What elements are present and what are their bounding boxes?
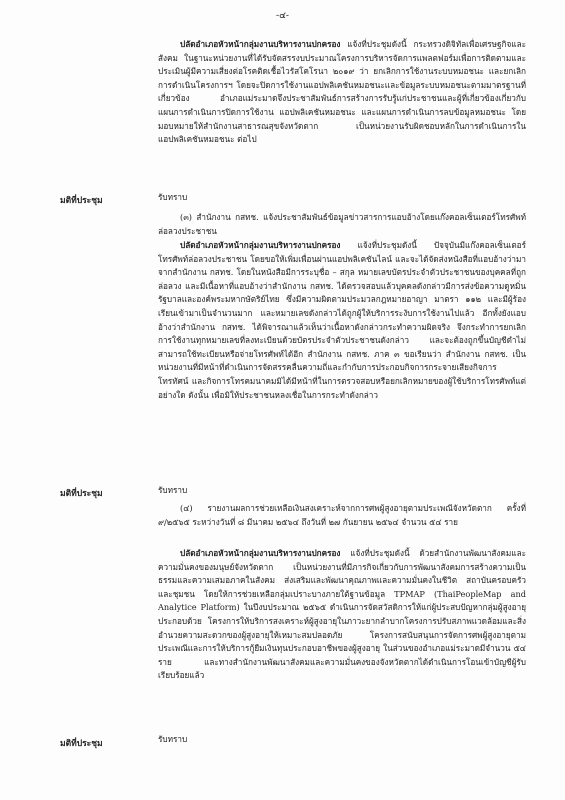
resolution-text-2: รับทราบ — [158, 485, 188, 495]
paragraph-elderly-funeral — [158, 547, 526, 683]
paragraph-hmorchana — [158, 38, 526, 147]
paragraph-text: แจ้งที่ประชุมดังนี้ ปัจจุบันมีแก๊งคอลเซ็นเตอร์โทรศัพท์ล่อลวงประชาชน โดยขอให้เพิ่มเพื่อนผ่านแอปพลิเคชันไลน์ และจะได้จัดส่งหนังสือที่แอบอ้างว่ามาจากสำนักงาน กสทช. โดยในหนังสือมีการระบุชื่อ – สกุล หมายเลขบัตรประจำตัวประชาชนของบุคคลที่ถูกล่อลวง และมีเนื้อหาที่แอบอ้างว่าสำนักงาน กสทช. ได้ตรวจสอบแล้วบุคคลดังกล่าวมีการส่งข้อความดูหมิ่นรัฐบาลและองค์พระมหากษัตริย์ไทย ซึ่งมีความผิดตามประมวลกฎหมายอาญา มาตรา ๑๑๒ และมีผู้ร้องเรียนเข้ามาเป็นจำนวนมาก และหมายเลขดังกล่าวได้ถูกผู้ให้บริการระงับการใช้งานไปแล้ว อีกทั้งยังแอบอ้างว่าสำนักงาน กสทช. ได้พิจารณาแล้วเห็นว่าเนื้อหาดังกล่าวกระทำความผิดจริง จึงกระทำการยกเลิกการใช้งานทุกหมายเลขที่ลงทะเบียนด้วยบัตรประจำตัวประชาชนดังกล่าว และจะต้องถูกขึ้นบัญชีดำไม่สามารถใช้ทะเบียนหรือจ่ายโทรศัพท์ได้อีก สำนักงาน กสทช. ภาค ๓ ขอเรียนว่า สำนักงาน กสทช. เป็นหน่วยงานที่มีหน้าที่ดำเนินการจัดสรรคลื่นความถี่และกำกับการประกอบกิจการกระจายเสียงกิจการโทรทัศน์ และกิจการโทรคมนาคมมิได้มีหน้าที่ในการตรวจสอบหรือยกเลิกหมายของผู้ใช้บริการโทรศัพท์แต่อย่างใด ดังนั้น เพื่อมิให้ประชาชนหลงเชื่อในการกระทำดังกล่าว — [158, 240, 526, 400]
paragraph-lead: ปลัดอำเภอหัวหน้ากลุ่มงานบริหารงานปกครอง — [180, 548, 341, 558]
resolution-text-3: รับทราบ — [158, 734, 188, 744]
paragraph-text: แจ้งที่ประชุมดังนี้ กระทรวงดิจิทัลเพื่อเศรษฐกิจและสังคม ในฐานะหน่วยงานที่ได้รับจัดสรรงบประมาณโครงการบริหารจัดการแพลตฟอร์มเพื่อการติดตามและประเมินผู้มีความเสี่ยงต่อโรคติดเชื้อไวรัสโคโรนา ๒๐๑๙ ว่า ยกเลิกการใช้งานระบบหมอชนะ และยกเลิกการดำเนินโครงการฯ โดยจะปิดการใช้งานแอปพลิเคชันหมอชนะและข้อมูลระบบหมอชนะตามมาตรฐานที่เกี่ยวข้อง อำเภอแม่ระมาดจึงประชาสัมพันธ์การสร้างการรับรู้แก่ประชาชนและผู้ที่เกี่ยวข้องเกี่ยวกับแผนการดำเนินการปิดการใช้งาน แอปพลิเคชันหมอชนะ และแผนการดำเนินการลบข้อมูลหมอชนะ โดยมอบหมายให้สำนักงานสาธารณสุขจังหวัดตาก เป็นหน่วยงานรับผิดชอบหลักในการดำเนินการในแอปพลิเคชันหมอชนะ ต่อไป — [158, 39, 526, 145]
resolution-text-1: รับทราบ — [158, 192, 188, 202]
paragraph-lead: ปลัดอำเภอหัวหน้ากลุ่มงานบริหารงานปกครอง — [180, 39, 341, 49]
agenda-heading-3: (๓) สำนักงาน กสทช. แจ้งประชาสัมพันธ์ข้อมูลข่าวสารการแอบอ้างโดยแก๊งคอลเซ็นเตอร์โทรศัพท์ล่อลวงประชาชน — [158, 212, 526, 236]
resolution-label-3: มติที่ประชุม — [60, 739, 103, 749]
paragraph-callcenter — [158, 239, 526, 402]
paragraph-text: แจ้งที่ประชุมดังนี้ ด้วยสำนักงานพัฒนาสังคมและความมั่นคงของมนุษย์จังหวัดตาก เป็นหน่วยงานที่มีภารกิจเกี่ยวกับการพัฒนาสังคมการสร้างความเป็นธรรมและความเสมอภาคในสังคม ส่งเสริมและพัฒนาคุณภาพและความมั่นคงในชีวิต สถาบันครอบครัวและชุมชน โดยให้การช่วยเหลือกลุ่มเปราะบางภายใต้ฐานข้อมูล TPMAP (ThaiPeopleMap and Analytice Platform) ในปีงบประมาณ ๒๕๖๕ ดำเนินการจัดสวัสดิการให้แก่ผู้ประสบปัญหากลุ่มผู้สูงอายุ ประกอบด้วย โครงการให้บริการสงเคราะห์ผู้สูงอายุในภาวะยากลำบากโครงการปรับสภาพแวดล้อมและสิ่งอำนวยความสะดวกของผู้สูงอายุให้เหมาะสมปลอดภัย โครงการสนับสนุนการจัดการศพผู้สูงอายุตามประเพณีและการให้บริการกู้ยืมเงินทุนประกอบอาชีพของผู้สูงอายุ ในส่วนของอำเภอแม่ระมาดมีจำนวน ๕๔ ราย และทางสำนักงานพัฒนาสังคมและความมั่นคงของจังหวัดตากได้ดำเนินการโอนเข้าบัญชีผู้รับเรียบร้อยแล้ว — [158, 548, 526, 681]
resolution-label-1: มติที่ประชุม — [60, 196, 103, 206]
resolution-label-2: มติที่ประชุม — [60, 489, 103, 499]
agenda-heading-4: (๔) รายงานผลการช่วยเหลือเงินสงเคราะห์จากการศพผู้สูงอายุตามประเพณีจังหวัดตาก ครั้งที่ ๙/๒๕๖๕ ระหว่างวันที่ ๘ มีนาคม ๒๕๖๔ ถึงวันที่ ๒๗ กันยายน ๒๕๖๔ จำนวน ๕๔ ราย — [158, 503, 526, 527]
paragraph-lead: ปลัดอำเภอหัวหน้ากลุ่มงานบริหารงานปกครอง — [180, 240, 341, 250]
page-number: -๔- — [276, 11, 289, 21]
